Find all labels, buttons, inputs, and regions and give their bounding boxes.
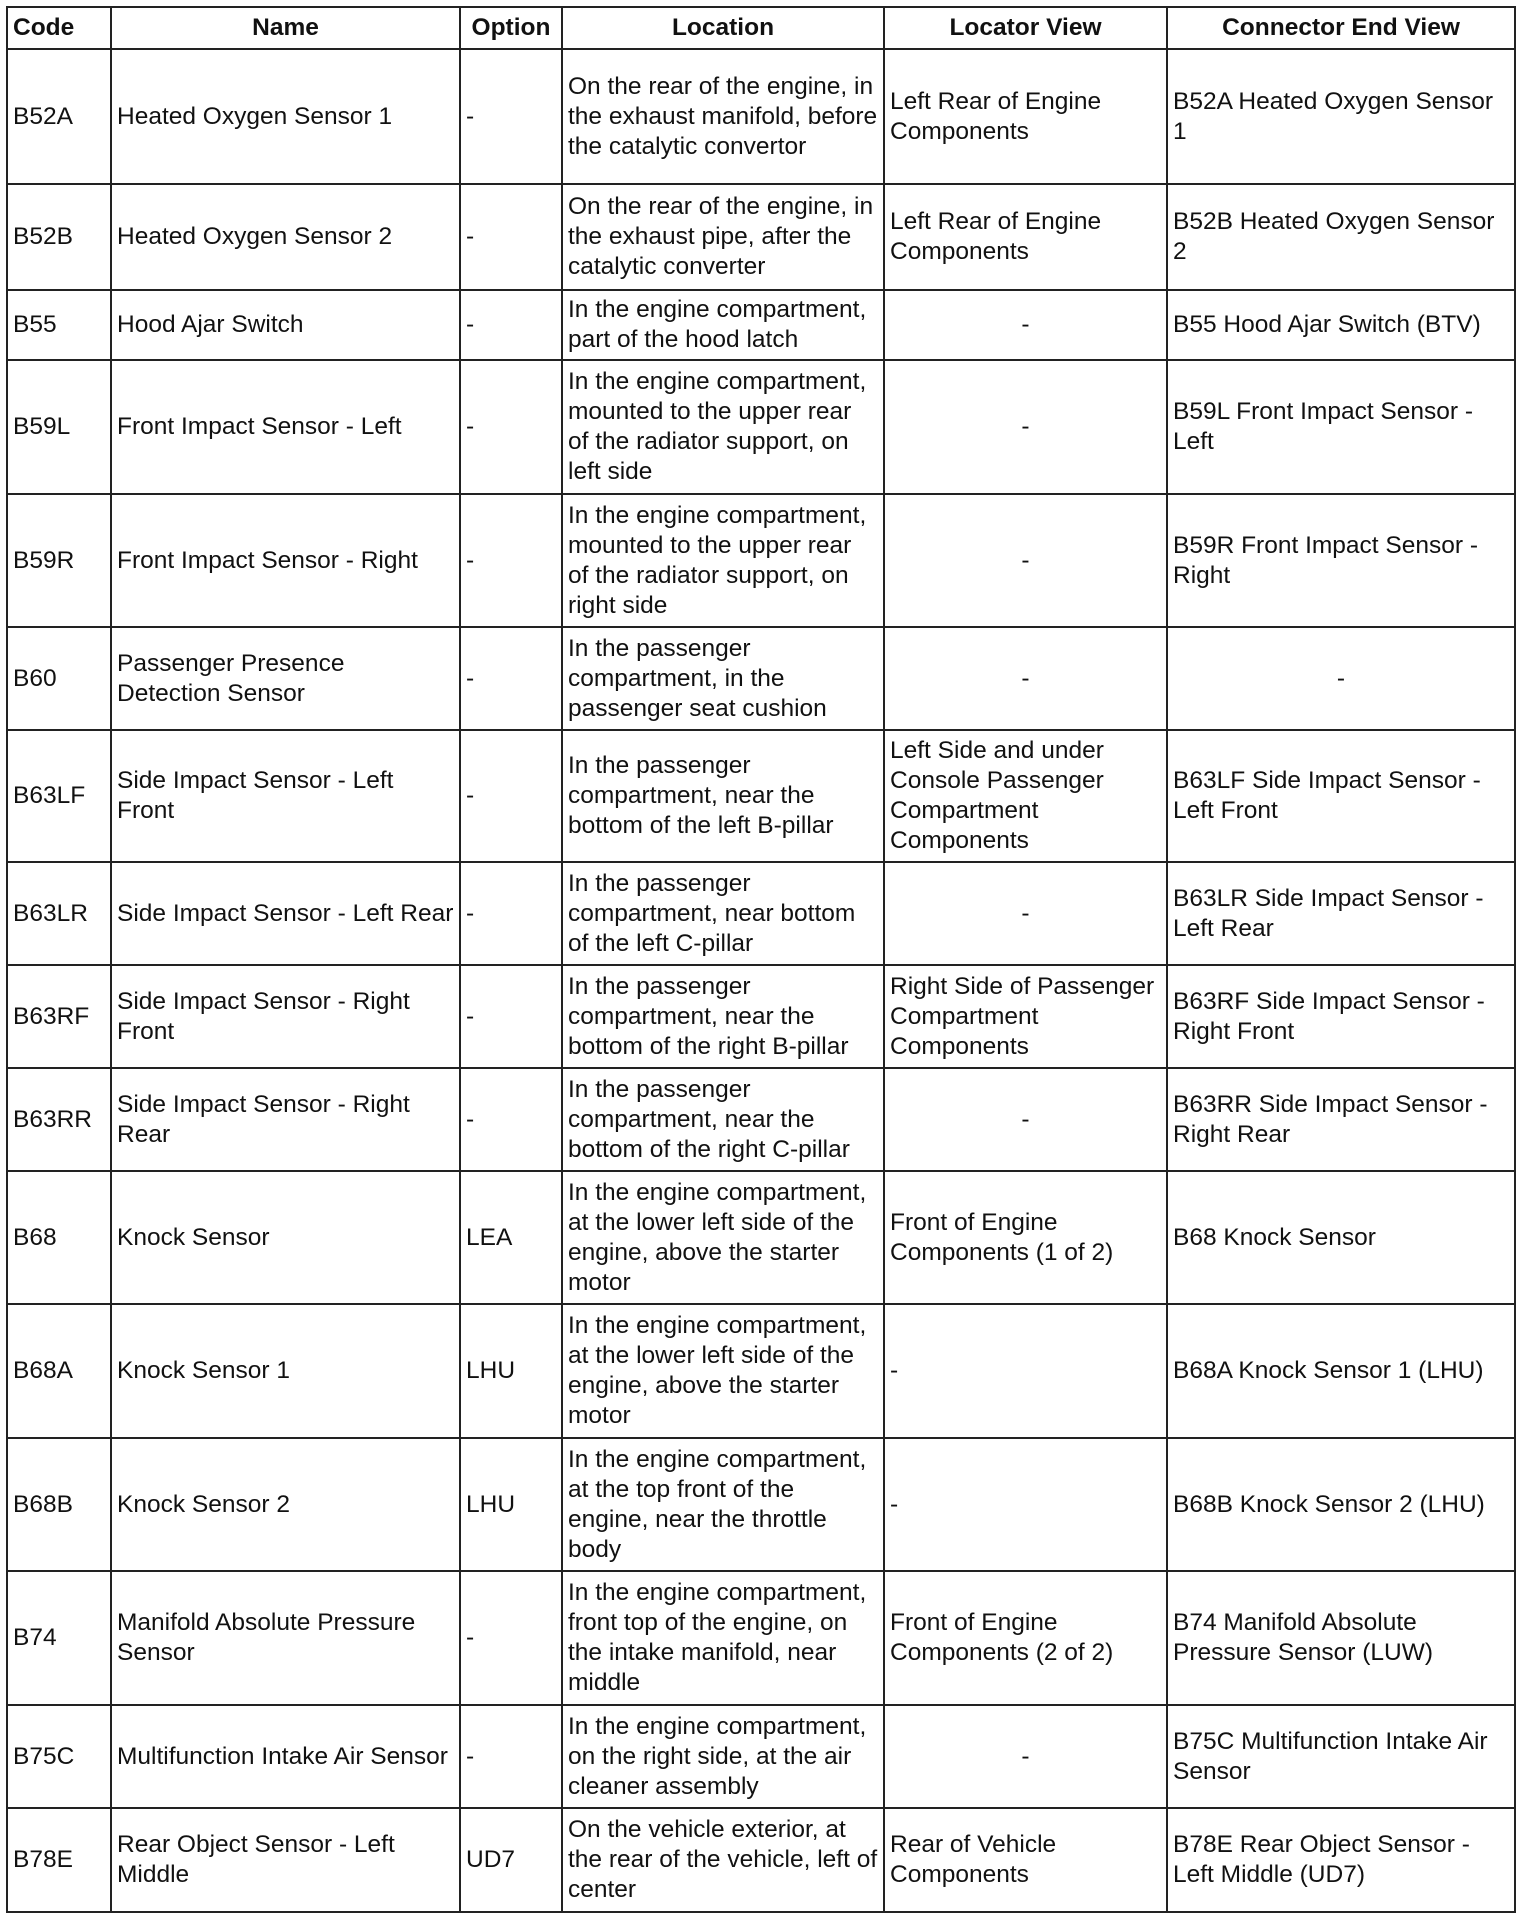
- table-row: [7, 1705, 1515, 1808]
- table-row: [7, 1571, 1515, 1705]
- column-header-location: Location: [562, 7, 884, 49]
- cell-connector-end-view: B74 Manifold Absolute Pressure Sensor (LUW): [1167, 1571, 1515, 1705]
- cell-name: Front Impact Sensor - Left: [111, 360, 460, 494]
- cell-location: In the passenger compartment, near the bottom of the right C-pillar: [562, 1068, 884, 1171]
- table-row: [7, 184, 1515, 290]
- cell-name: Side Impact Sensor - Right Rear: [111, 1068, 460, 1171]
- cell-locator-view: -: [884, 290, 1167, 360]
- component-locator-table: [6, 6, 1516, 1913]
- cell-connector-end-view: B63RR Side Impact Sensor - Right Rear: [1167, 1068, 1515, 1171]
- cell-locator-view: Front of Engine Components (1 of 2): [884, 1171, 1167, 1304]
- cell-option: -: [460, 49, 562, 184]
- cell-name: Passenger Presence Detection Sensor: [111, 627, 460, 730]
- cell-location: In the engine compartment, mounted to the upper rear of the radiator support, on right side: [562, 494, 884, 627]
- table-row: [7, 360, 1515, 494]
- cell-name: Side Impact Sensor - Right Front: [111, 965, 460, 1068]
- cell-option: LHU: [460, 1438, 562, 1571]
- cell-location: In the engine compartment, mounted to the upper rear of the radiator support, on left side: [562, 360, 884, 494]
- column-header-connector-end-view: Connector End View: [1167, 7, 1515, 49]
- table-row: [7, 1304, 1515, 1438]
- cell-code: B68A: [7, 1304, 111, 1438]
- column-header-option: Option: [460, 7, 562, 49]
- cell-locator-view: Front of Engine Components (2 of 2): [884, 1571, 1167, 1705]
- cell-name: Side Impact Sensor - Left Rear: [111, 862, 460, 965]
- cell-location: In the engine compartment, part of the hood latch: [562, 290, 884, 360]
- cell-location: On the rear of the engine, in the exhaust manifold, before the catalytic convertor: [562, 49, 884, 184]
- table-row: [7, 1171, 1515, 1304]
- cell-connector-end-view: B52B Heated Oxygen Sensor 2: [1167, 184, 1515, 290]
- cell-location: In the passenger compartment, near the bottom of the left B-pillar: [562, 730, 884, 862]
- cell-option: -: [460, 1705, 562, 1808]
- cell-name: Knock Sensor: [111, 1171, 460, 1304]
- cell-connector-end-view: B68B Knock Sensor 2 (LHU): [1167, 1438, 1515, 1571]
- cell-location: In the passenger compartment, in the passenger seat cushion: [562, 627, 884, 730]
- cell-code: B52A: [7, 49, 111, 184]
- cell-locator-view: -: [884, 1705, 1167, 1808]
- cell-location: On the rear of the engine, in the exhaust pipe, after the catalytic converter: [562, 184, 884, 290]
- cell-location: In the engine compartment, on the right side, at the air cleaner assembly: [562, 1705, 884, 1808]
- cell-locator-view: -: [884, 1438, 1167, 1571]
- cell-connector-end-view: B63LR Side Impact Sensor - Left Rear: [1167, 862, 1515, 965]
- cell-locator-view: Left Side and under Console Passenger Compartment Components: [884, 730, 1167, 862]
- cell-connector-end-view: B78E Rear Object Sensor - Left Middle (UD7): [1167, 1808, 1515, 1912]
- cell-name: Manifold Absolute Pressure Sensor: [111, 1571, 460, 1705]
- table-row: [7, 290, 1515, 360]
- cell-locator-view: -: [884, 862, 1167, 965]
- cell-code: B63LR: [7, 862, 111, 965]
- cell-connector-end-view: -: [1167, 627, 1515, 730]
- cell-option: LHU: [460, 1304, 562, 1438]
- table-row: [7, 627, 1515, 730]
- cell-option: UD7: [460, 1808, 562, 1912]
- cell-option: -: [460, 862, 562, 965]
- column-header-name: Name: [111, 7, 460, 49]
- cell-code: B63LF: [7, 730, 111, 862]
- cell-code: B52B: [7, 184, 111, 290]
- cell-location: On the vehicle exterior, at the rear of the vehicle, left of center: [562, 1808, 884, 1912]
- cell-name: Heated Oxygen Sensor 2: [111, 184, 460, 290]
- column-header-code: Code: [7, 7, 111, 49]
- cell-connector-end-view: B75C Multifunction Intake Air Sensor: [1167, 1705, 1515, 1808]
- cell-option: -: [460, 965, 562, 1068]
- cell-code: B59L: [7, 360, 111, 494]
- cell-connector-end-view: B63RF Side Impact Sensor - Right Front: [1167, 965, 1515, 1068]
- cell-name: Heated Oxygen Sensor 1: [111, 49, 460, 184]
- cell-name: Rear Object Sensor - Left Middle: [111, 1808, 460, 1912]
- table-row: [7, 1068, 1515, 1171]
- table-row: [7, 1808, 1515, 1912]
- cell-code: B68: [7, 1171, 111, 1304]
- cell-location: In the passenger compartment, near bottom of the left C-pillar: [562, 862, 884, 965]
- cell-code: B59R: [7, 494, 111, 627]
- cell-connector-end-view: B68 Knock Sensor: [1167, 1171, 1515, 1304]
- column-header-locator-view: Locator View: [884, 7, 1167, 49]
- cell-code: B60: [7, 627, 111, 730]
- cell-connector-end-view: B55 Hood Ajar Switch (BTV): [1167, 290, 1515, 360]
- cell-location: In the engine compartment, front top of the engine, on the intake manifold, near middle: [562, 1571, 884, 1705]
- cell-option: -: [460, 1571, 562, 1705]
- cell-code: B75C: [7, 1705, 111, 1808]
- cell-locator-view: Left Rear of Engine Components: [884, 49, 1167, 184]
- cell-code: B74: [7, 1571, 111, 1705]
- cell-code: B55: [7, 290, 111, 360]
- cell-option: -: [460, 627, 562, 730]
- cell-option: -: [460, 730, 562, 862]
- cell-location: In the engine compartment, at the lower left side of the engine, above the starter motor: [562, 1304, 884, 1438]
- table-row: [7, 862, 1515, 965]
- cell-option: -: [460, 184, 562, 290]
- cell-locator-view: -: [884, 1304, 1167, 1438]
- table-row: [7, 494, 1515, 627]
- cell-name: Multifunction Intake Air Sensor: [111, 1705, 460, 1808]
- cell-option: -: [460, 290, 562, 360]
- cell-location: In the passenger compartment, near the bottom of the right B-pillar: [562, 965, 884, 1068]
- cell-locator-view: Rear of Vehicle Components: [884, 1808, 1167, 1912]
- cell-locator-view: Left Rear of Engine Components: [884, 184, 1167, 290]
- cell-code: B63RR: [7, 1068, 111, 1171]
- cell-option: LEA: [460, 1171, 562, 1304]
- cell-option: -: [460, 494, 562, 627]
- header-row: [7, 7, 1515, 49]
- cell-locator-view: -: [884, 494, 1167, 627]
- table-row: [7, 1438, 1515, 1571]
- cell-code: B68B: [7, 1438, 111, 1571]
- cell-locator-view: -: [884, 627, 1167, 730]
- cell-code: B63RF: [7, 965, 111, 1068]
- cell-name: Knock Sensor 1: [111, 1304, 460, 1438]
- cell-name: Front Impact Sensor - Right: [111, 494, 460, 627]
- cell-locator-view: Right Side of Passenger Compartment Components: [884, 965, 1167, 1068]
- cell-connector-end-view: B59R Front Impact Sensor - Right: [1167, 494, 1515, 627]
- cell-option: -: [460, 1068, 562, 1171]
- table-row: [7, 730, 1515, 862]
- cell-location: In the engine compartment, at the lower left side of the engine, above the starter motor: [562, 1171, 884, 1304]
- cell-locator-view: -: [884, 1068, 1167, 1171]
- cell-name: Side Impact Sensor - Left Front: [111, 730, 460, 862]
- cell-code: B78E: [7, 1808, 111, 1912]
- cell-option: -: [460, 360, 562, 494]
- table-row: [7, 965, 1515, 1068]
- cell-name: Knock Sensor 2: [111, 1438, 460, 1571]
- cell-name: Hood Ajar Switch: [111, 290, 460, 360]
- cell-connector-end-view: B52A Heated Oxygen Sensor 1: [1167, 49, 1515, 184]
- cell-connector-end-view: B59L Front Impact Sensor - Left: [1167, 360, 1515, 494]
- cell-connector-end-view: B63LF Side Impact Sensor - Left Front: [1167, 730, 1515, 862]
- table-row: [7, 49, 1515, 184]
- cell-location: In the engine compartment, at the top front of the engine, near the throttle body: [562, 1438, 884, 1571]
- cell-locator-view: -: [884, 360, 1167, 494]
- cell-connector-end-view: B68A Knock Sensor 1 (LHU): [1167, 1304, 1515, 1438]
